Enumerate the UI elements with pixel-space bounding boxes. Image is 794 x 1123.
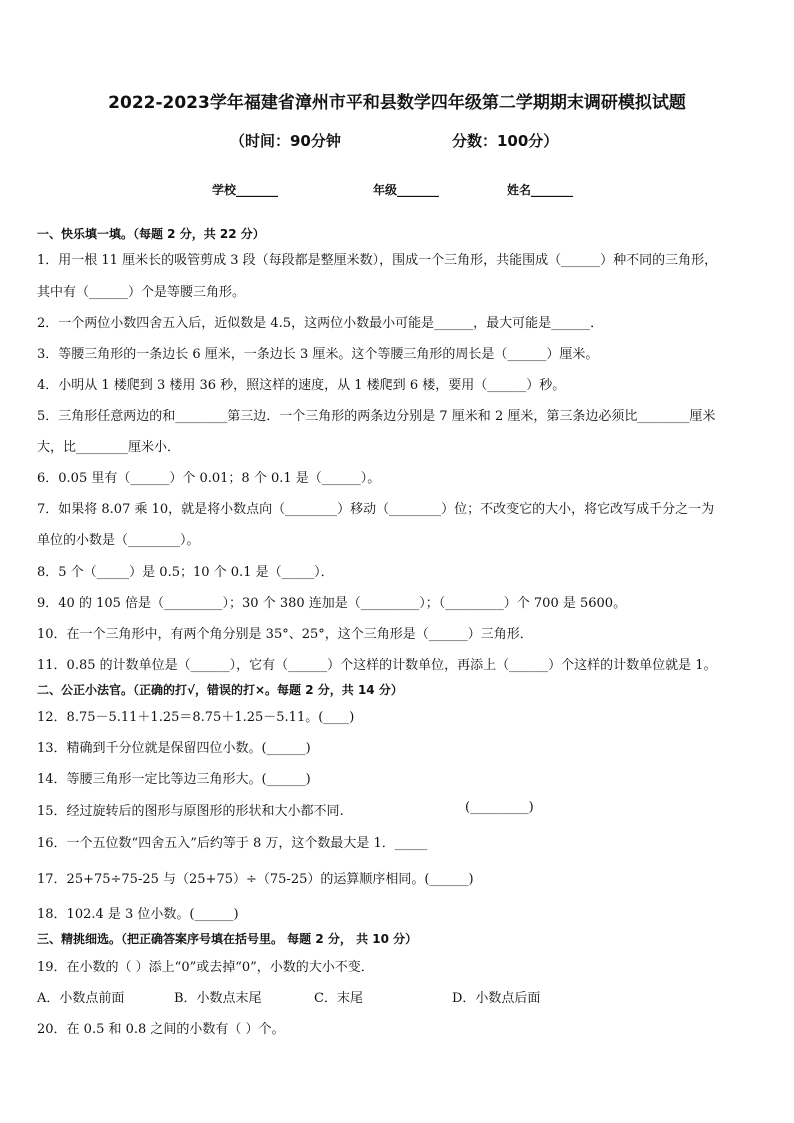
- question-12: 12．8.75－5.11＋1.25＝8.75＋1.25－5.11。(____): [37, 710, 355, 725]
- question-16: 16．一个五位数“四舍五入”后约等于 8 万，这个数最大是 1．_____: [37, 836, 428, 851]
- question-19: 19．在小数的（ ）添上“0”或去掉“0”，小数的大小不变．: [37, 960, 374, 975]
- question-17: 17．25+75÷75-25 与（25+75）÷（75-25）的运算顺序相同。(______): [37, 872, 474, 887]
- section-3-heading: 三、精挑细选。（把正确答案序号填在括号里。 每题 2 分， 共 10 分）: [37, 932, 418, 946]
- section-1-heading: 一、快乐填一填。（每题 2 分，共 22 分）: [37, 227, 265, 241]
- question-5-line-2: 大，比________厘米小．: [37, 440, 181, 455]
- question-15: 15．经过旋转后的图形与原图形的形状和大小都不同.: [37, 804, 344, 819]
- question-13: 13．精确到千分位就是保留四位小数。(______): [37, 741, 311, 756]
- question-2: 2．一个两位小数四舍五入后，近似数是 4.5，这两位小数最小可能是______，最大可能是______．: [37, 316, 604, 331]
- question-15-answer-blank[interactable]: (_________): [465, 800, 534, 815]
- question-1-line-2: 其中有（______）个是等腰三角形。: [37, 285, 246, 300]
- option-d[interactable]: D．小数点后面: [452, 991, 541, 1006]
- section-2-heading: 二、公正小法官。（正确的打√，错误的打×。每题 2 分，共 14 分）: [37, 683, 403, 697]
- option-a[interactable]: A．小数点前面: [37, 991, 125, 1006]
- total-score: 分数：100分）: [452, 132, 559, 150]
- question-18: 18．102.4 是 3 位小数。(______): [37, 907, 239, 922]
- question-6: 6．0.05 里有（______）个 0.01；8 个 0.1 是（______）。: [37, 471, 381, 486]
- school-field[interactable]: 学校_______: [212, 183, 279, 197]
- question-1-line-1: 1．用一根 11 厘米长的吸管剪成 3 段（每段都是整厘米数），围成一个三角形，共能围成（______）种不同的三角形，: [37, 253, 718, 268]
- question-14: 14．等腰三角形一定比等边三角形大。(______): [37, 772, 311, 787]
- question-11: 11．0.85 的计数单位是（______），它有（______）个这样的计数单位，再添上（______）个这样的计数单位就是 1。: [37, 658, 717, 673]
- question-9: 9．40 的 105 倍是（_________）；30 个 380 连加是（_________）；（_________）个 700 是 5600。: [37, 596, 627, 611]
- question-7-line-1: 7．如果将 8.07 乘 10，就是将小数点向（________）移动（________）位；不改变它的大小，将它改写成千分之一为: [37, 502, 715, 517]
- question-19-options: [37, 987, 757, 1007]
- question-5-line-1: 5．三角形任意两边的和________第三边．一个三角形的两条边分别是 7 厘米和 2 厘米，第三条边必须比________厘米: [37, 409, 716, 424]
- question-4: 4．小明从 1 楼爬到 3 楼用 36 秒，照这样的速度，从 1 楼爬到 6 楼，要用（______）秒。: [37, 378, 566, 393]
- option-b[interactable]: B．小数点末尾: [174, 991, 262, 1006]
- question-20: 20．在 0.5 和 0.8 之间的小数有（ ）个。: [37, 1022, 285, 1037]
- option-c[interactable]: C．末尾: [314, 991, 363, 1006]
- question-8: 8．5 个（_____）是 0.5；10 个 0.1 是（_____）．: [37, 565, 334, 580]
- time-limit: （时间：90分钟: [230, 132, 341, 150]
- name-field[interactable]: 姓名_______: [507, 183, 574, 197]
- exam-title: 2022-2023学年福建省漳州市平和县数学四年级第二学期期末调研模拟试题: [108, 93, 686, 113]
- question-3: 3．等腰三角形的一条边长 6 厘米，一条边长 3 厘米。这个等腰三角形的周长是（______）厘米。: [37, 347, 599, 362]
- grade-field[interactable]: 年级_______: [373, 183, 440, 197]
- question-7-line-2: 单位的小数是（________）。: [37, 533, 200, 548]
- question-10: 10．在一个三角形中，有两个角分别是 35°、25°，这个三角形是（______）三角形．: [37, 627, 533, 642]
